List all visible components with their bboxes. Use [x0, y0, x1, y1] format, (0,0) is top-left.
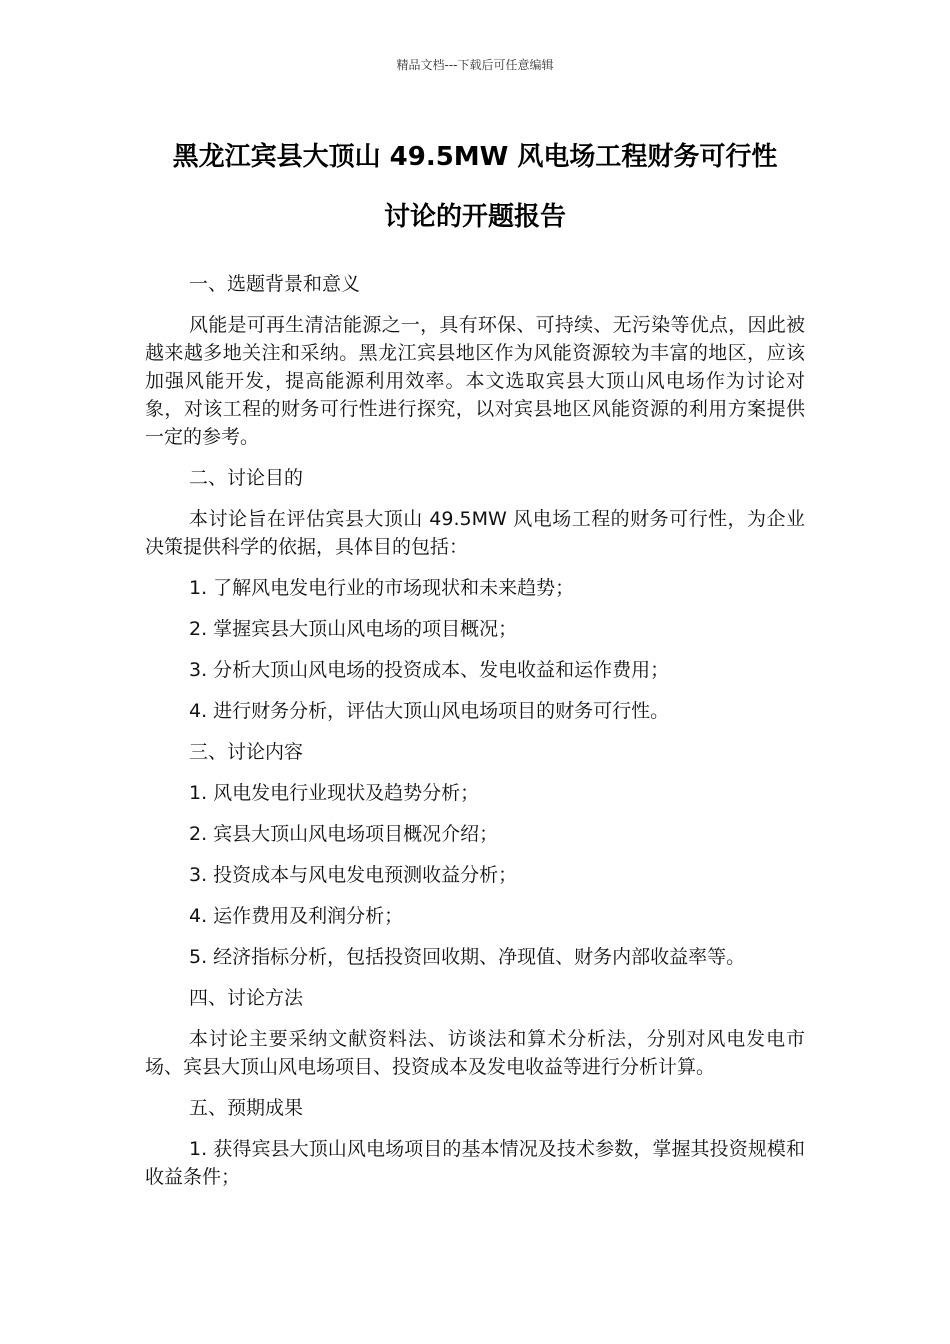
header-note: 精品文档---下载后可任意编辑: [396, 58, 554, 72]
list-item: 5. 经济指标分析，包括投资回收期、净现值、财务内部收益率等。: [189, 946, 746, 968]
section-heading-expected-results: 五、预期成果: [189, 1097, 304, 1119]
paragraph-method: 本讨论主要采纳文献资料法、访谈法和算术分析法，分别对风电发电市场、宾县大顶山风电场项目、投资成本及发电收益等进行分析计算。: [145, 1028, 805, 1078]
paragraph-background: 风能是可再生清洁能源之一，具有环保、可持续、无污染等优点，因此被越来越多地关注和采纳。黑龙江宾县地区作为风能资源较为丰富的地区，应该加强风能开发，提高能源利用效率。本文选取宾县大顶山风电场作为讨论对象，对该工程的财务可行性进行探究，以对宾县地区风能资源的利用方案提供一定的参考。: [145, 314, 805, 448]
paragraph-purpose: 本讨论旨在评估宾县大顶山 49.5MW 风电场工程的财务可行性，为企业决策提供科学的依据，具体目的包括：: [145, 508, 805, 558]
document-title-line-1: 黑龙江宾县大顶山 49.5MW 风电场工程财务可行性: [172, 142, 778, 172]
list-item: 4. 运作费用及利润分析；: [189, 905, 404, 927]
list-item: 2. 宾县大顶山风电场项目概况介绍；: [189, 823, 499, 845]
section-heading-method: 四、讨论方法: [189, 987, 304, 1009]
section-heading-purpose: 二、讨论目的: [189, 467, 304, 489]
list-item: 1. 风电发电行业现状及趋势分析；: [189, 782, 480, 804]
list-item: 2. 掌握宾县大顶山风电场的项目概况；: [189, 618, 518, 640]
list-item: 3. 分析大顶山风电场的投资成本、发电收益和运作费用；: [189, 659, 670, 681]
document-title-line-2: 讨论的开题报告: [383, 202, 566, 232]
list-item: 1. 了解风电发电行业的市场现状和未来趋势；: [189, 577, 575, 599]
list-item: 1. 获得宾县大顶山风电场项目的基本情况及技术参数，掌握其投资规模和收益条件；: [145, 1138, 805, 1188]
list-item: 3. 投资成本与风电发电预测收益分析；: [189, 864, 518, 886]
section-heading-content: 三、讨论内容: [189, 741, 304, 763]
section-heading-background: 一、选题背景和意义: [189, 273, 361, 295]
list-item: 4. 进行财务分析，评估大顶山风电场项目的财务可行性。: [189, 700, 670, 722]
document-body: [145, 270, 805, 1191]
